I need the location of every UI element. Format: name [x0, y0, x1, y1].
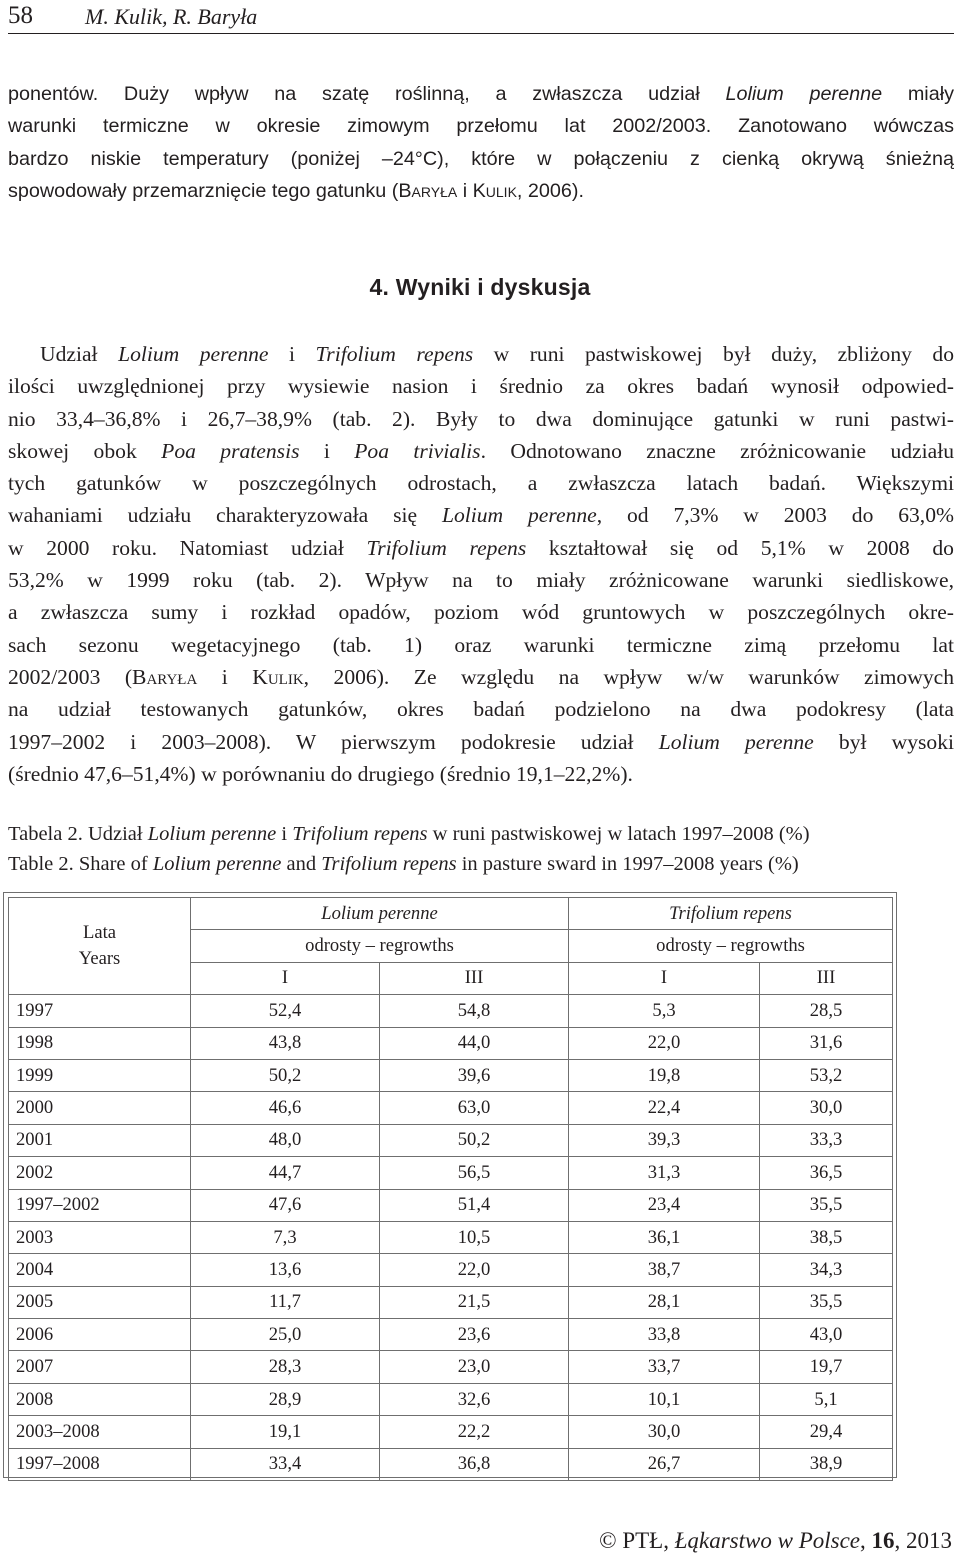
text-line: (średnio 47,6–51,4%) w porównaniu do drugiego (średnio 19,1–22,2%).	[8, 761, 633, 786]
row-year: 2002	[9, 1157, 191, 1189]
text-line: w 2000 roku. Natomiast udział Trifolium repens kształtował się od 5,1% w 2008 do	[8, 535, 954, 560]
cell-lolium-i: 33,4	[191, 1448, 380, 1480]
cell-trifolium-i: 33,8	[569, 1319, 760, 1351]
cell-lolium-iii: 22,0	[380, 1254, 569, 1286]
cell-trifolium-i: 19,8	[569, 1059, 760, 1091]
cell-lolium-iii: 32,6	[380, 1383, 569, 1415]
row-year: 1997	[9, 995, 191, 1027]
text-line: ponentów. Duży wpływ na szatę roślinną, a zwłaszcza udział Lolium perenne miały	[8, 83, 954, 105]
cell-trifolium-iii: 28,5	[760, 995, 893, 1027]
intro-paragraph	[8, 78, 954, 207]
table-row	[9, 1124, 893, 1156]
running-header	[8, 0, 954, 34]
cell-trifolium-iii: 35,5	[760, 1286, 893, 1318]
cell-lolium-i: 46,6	[191, 1092, 380, 1124]
cell-lolium-i: 7,3	[191, 1221, 380, 1253]
text-line: ilości uwzględnionej przy wysiewie nasion i średnio za okres badań wynosił odpowied-	[8, 374, 954, 399]
col-header-regrowth-i: I	[191, 962, 380, 994]
row-year: 2008	[9, 1383, 191, 1415]
cell-lolium-iii: 23,0	[380, 1351, 569, 1383]
page-footer	[599, 1526, 952, 1556]
cell-lolium-iii: 39,6	[380, 1059, 569, 1091]
table-row	[9, 1189, 893, 1221]
table-row	[9, 1286, 893, 1318]
cell-lolium-iii: 54,8	[380, 995, 569, 1027]
col-header-year-en: Years	[78, 948, 121, 970]
table-row	[9, 1092, 893, 1124]
text-line: 1997–2002 i 2003–2008). W pierwszym podokresie udział Lolium perenne był wysoki	[8, 729, 955, 754]
row-year: 2003	[9, 1221, 191, 1253]
cell-trifolium-i: 23,4	[569, 1189, 760, 1221]
footer-volume: 16	[871, 1528, 895, 1553]
col-header-trifolium: Trifolium repens	[569, 898, 893, 930]
text-line: bardzo niskie temperatury (poniżej –24°C), które w połączeniu z cienką okrywą śnieżną	[8, 147, 954, 170]
text-line: skowej obok Poa pratensis i Poa trivialis. Odnotowano znaczne zróżnicowanie udziału	[8, 438, 954, 463]
table-row	[9, 1416, 893, 1448]
col-header-lolium: Lolium perenne	[191, 898, 569, 930]
header-rule	[8, 33, 954, 34]
cell-trifolium-iii: 36,5	[760, 1157, 893, 1189]
cell-trifolium-i: 31,3	[569, 1157, 760, 1189]
cell-trifolium-i: 30,0	[569, 1416, 760, 1448]
col-header-regrowth-iii: III	[380, 962, 569, 994]
table-row	[9, 1383, 893, 1415]
row-year: 2005	[9, 1286, 191, 1318]
cell-lolium-iii: 21,5	[380, 1286, 569, 1318]
row-year: 2004	[9, 1254, 191, 1286]
row-year: 2001	[9, 1124, 191, 1156]
section-heading: 4. Wyniki i dyskusja	[369, 274, 591, 300]
cell-lolium-i: 25,0	[191, 1319, 380, 1351]
text-line: 53,2% w 1999 roku (tab. 2). Wpływ na to miały zróżnicowane warunki siedliskowe,	[8, 568, 954, 593]
cell-trifolium-i: 10,1	[569, 1383, 760, 1415]
cell-trifolium-iii: 5,1	[760, 1383, 893, 1415]
table-row	[9, 995, 893, 1027]
cell-trifolium-iii: 53,2	[760, 1059, 893, 1091]
text-line: spowodowały przemarznięcie tego gatunku (Baryła i Kulik, 2006).	[8, 179, 585, 202]
cell-trifolium-i: 28,1	[569, 1286, 760, 1318]
text-line: 2002/2003 (Baryła i Kulik, 2006). Ze względu na wpływ w/w warunków zimowych	[8, 664, 955, 689]
cell-lolium-iii: 36,8	[380, 1448, 569, 1480]
row-year: 2007	[9, 1351, 191, 1383]
row-year: 2000	[9, 1092, 191, 1124]
cell-lolium-iii: 56,5	[380, 1157, 569, 1189]
footer-year: , 2013	[894, 1528, 952, 1553]
cell-trifolium-iii: 30,0	[760, 1092, 893, 1124]
col-header-regrowth-iii: III	[760, 962, 893, 994]
cell-lolium-i: 52,4	[191, 995, 380, 1027]
row-year: 1998	[9, 1027, 191, 1059]
cell-trifolium-i: 22,0	[569, 1027, 760, 1059]
col-header-year-pl: Lata	[82, 922, 117, 944]
cell-trifolium-iii: 43,0	[760, 1319, 893, 1351]
col-header-regrowth-i: I	[569, 962, 760, 994]
text-line: tych gatunków w poszczególnych odrostach, a zwłaszcza latach badań. Większymi	[8, 471, 954, 496]
cell-lolium-i: 13,6	[191, 1254, 380, 1286]
cell-trifolium-i: 39,3	[569, 1124, 760, 1156]
table-row	[9, 1157, 893, 1189]
cell-trifolium-iii: 19,7	[760, 1351, 893, 1383]
footer-journal: Łąkarstwo w Polsce	[674, 1528, 860, 1553]
cell-lolium-i: 47,6	[191, 1189, 380, 1221]
cell-lolium-i: 19,1	[191, 1416, 380, 1448]
cell-trifolium-iii: 34,3	[760, 1254, 893, 1286]
text-line: Udział Lolium perenne i Trifolium repens w runi pastwiskowej był duży, zbliżony do	[40, 342, 955, 366]
row-year: 2003–2008	[9, 1416, 191, 1448]
row-year: 1997–2002	[9, 1189, 191, 1221]
row-year: 1997–2008	[9, 1448, 191, 1480]
text-line: a zwłaszcza sumy i rozkład opadów, poziom wód gruntowych w poszczególnych okre-	[8, 600, 954, 625]
cell-lolium-i: 50,2	[191, 1059, 380, 1091]
cell-lolium-iii: 51,4	[380, 1189, 569, 1221]
col-header-regrowths-lolium: odrosty – regrowths	[191, 930, 569, 962]
table-row	[9, 1351, 893, 1383]
table-row	[9, 1221, 893, 1253]
table-row	[9, 1319, 893, 1351]
cell-lolium-iii: 63,0	[380, 1092, 569, 1124]
page-number: 58	[8, 2, 33, 29]
cell-trifolium-iii: 29,4	[760, 1416, 893, 1448]
cell-trifolium-i: 5,3	[569, 995, 760, 1027]
cell-lolium-iii: 23,6	[380, 1319, 569, 1351]
cell-lolium-iii: 22,2	[380, 1416, 569, 1448]
text-line: nio 33,4–36,8% i 26,7–38,9% (tab. 2). Były to dwa dominujące gatunki w runi pastwi-	[8, 406, 954, 431]
text-line: na udział testowanych gatunków, okres badań podzielono na dwa podokresy (lata	[8, 697, 954, 722]
table-row	[9, 1027, 893, 1059]
table-row	[9, 1059, 893, 1091]
running-header-authors: M. Kulik, R. Baryła	[85, 4, 258, 29]
table-row	[9, 1448, 893, 1480]
cell-lolium-i: 11,7	[191, 1286, 380, 1318]
table-row	[9, 1254, 893, 1286]
cell-lolium-i: 28,9	[191, 1383, 380, 1415]
cell-trifolium-i: 26,7	[569, 1448, 760, 1480]
cell-lolium-i: 44,7	[191, 1157, 380, 1189]
col-header-regrowths-trifolium: odrosty – regrowths	[569, 930, 893, 962]
text-line: sach sezonu wegetacyjnego (tab. 1) oraz warunki termiczne zimą przełomu lat	[8, 632, 954, 657]
cell-trifolium-i: 38,7	[569, 1254, 760, 1286]
footer-separator: ,	[860, 1528, 872, 1553]
row-year: 1999	[9, 1059, 191, 1091]
cell-trifolium-iii: 38,5	[760, 1221, 893, 1253]
table-caption	[8, 819, 954, 879]
results-paragraph	[8, 338, 954, 790]
cell-trifolium-iii: 33,3	[760, 1124, 893, 1156]
text-line: warunki termiczne w okresie zimowym przełomu lat 2002/2003. Zanotowano wówczas	[8, 115, 954, 138]
table-frame	[3, 892, 897, 1478]
cell-trifolium-iii: 31,6	[760, 1027, 893, 1059]
cell-trifolium-iii: 35,5	[760, 1189, 893, 1221]
cell-trifolium-i: 22,4	[569, 1092, 760, 1124]
cell-lolium-iii: 44,0	[380, 1027, 569, 1059]
col-header-year	[9, 898, 191, 995]
cell-lolium-iii: 50,2	[380, 1124, 569, 1156]
data-table	[8, 897, 893, 1481]
cell-trifolium-i: 36,1	[569, 1221, 760, 1253]
text-line: wahaniami udziału charakteryzowała się Lolium perenne, od 7,3% w 2003 do 63,0%	[8, 503, 954, 528]
cell-trifolium-i: 33,7	[569, 1351, 760, 1383]
caption-english: Table 2. Share of Lolium perenne and Trifolium repens in pasture sward in 1997–2008 years (%)	[8, 853, 799, 875]
cell-lolium-i: 43,8	[191, 1027, 380, 1059]
row-year: 2006	[9, 1319, 191, 1351]
cell-trifolium-iii: 38,9	[760, 1448, 893, 1480]
cell-lolium-iii: 10,5	[380, 1221, 569, 1253]
cell-lolium-i: 48,0	[191, 1124, 380, 1156]
table-header-row	[9, 898, 893, 930]
footer-copyright: © PTŁ,	[599, 1528, 675, 1553]
caption-polish: Tabela 2. Udział Lolium perenne i Trifolium repens w runi pastwiskowej w latach 1997–2008 (%)	[8, 823, 810, 845]
cell-lolium-i: 28,3	[191, 1351, 380, 1383]
